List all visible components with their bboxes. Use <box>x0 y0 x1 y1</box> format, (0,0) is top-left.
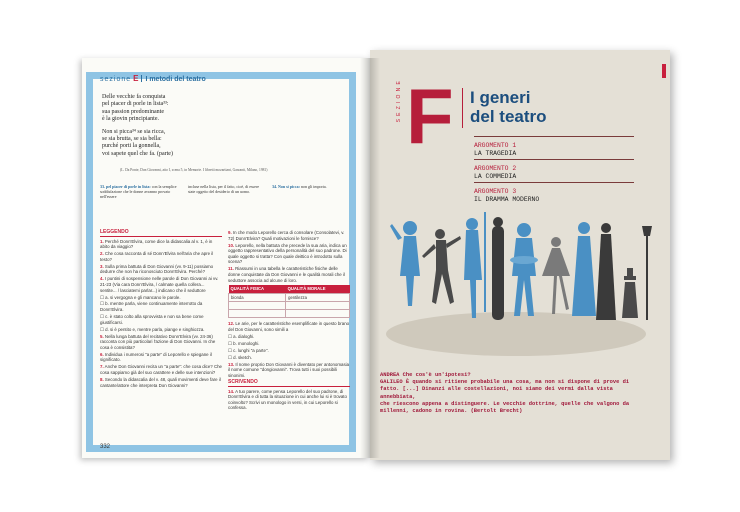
exercise-option[interactable]: ☐ c. è stato colto alla sprovvista e non sa bene come giustificarsi. <box>100 314 204 325</box>
exercise-item: 2. Che cosa racconta di sé Donn'Elvira nell'aria che apre il testo? <box>100 251 214 262</box>
figure-dancer <box>422 229 461 304</box>
header-title: I metodi del teatro <box>145 76 206 83</box>
table-cell[interactable] <box>229 302 286 310</box>
section-heading-scrivendo: SCRIVENDO <box>228 380 350 387</box>
table-cell[interactable]: gentilezza <box>286 293 350 302</box>
argomento-title: IL DRAMMA MODERNO <box>474 196 540 203</box>
exercise-item: 6. Individua i numerosi "a parte" di Leporello e spiegane il significato. <box>100 351 212 363</box>
exercise-item: 5. Nella lunga battuta del recitativo Donn'Elvira (vv. 24-36) racconta con più particolari l'azione di Don Giovanni. In che cosa è consistita? <box>100 333 216 350</box>
exercise-item: 7. Anche Don Giovanni recita un "a parte": che cosa dice? Che cosa sappiamo già del suo carattere e delle sue intenzioni? <box>100 364 222 375</box>
header-section-label: sezione <box>100 76 132 83</box>
argomento-3[interactable] <box>474 182 634 205</box>
exercise-option[interactable]: ☐ a. dialoghi. <box>228 333 255 339</box>
poem-line: purché porti la gonnella, <box>102 143 161 150</box>
street-lamp-icon <box>642 226 652 320</box>
argomento-label: ARGOMENTO 3 <box>474 188 517 195</box>
footnotes <box>100 184 352 216</box>
argomenti-list <box>474 136 634 205</box>
exercise-item: 11. Riassumi in una tabella le caratteristiche fisiche delle donne conquistate da Don Giovanni e le qualità morali che il seduttore associa ad alcune di loro. <box>228 266 345 283</box>
figure-long-dress <box>596 223 616 320</box>
poem-source: (L. Da Ponte, Don Giovanni, atto I, scena 5, in Memorie. I libretti mozartiani, Garzanti, Milano, 1981) <box>120 168 268 172</box>
qualities-table <box>228 285 350 318</box>
section-letter-large: F <box>406 72 454 160</box>
figure-tall-dark <box>492 217 504 320</box>
exercise-item: 10. Leporello, nella battuta che precede la sua aria, indica un oggetto rappresentativo della personalità del suo padrone. Di quale oggetto si tratta? Con quale deittico è introdotto sulla scena? <box>228 242 347 265</box>
table-cell[interactable] <box>286 302 350 310</box>
figure-ballerina <box>542 237 570 314</box>
footnote-text: incluse nella lista, per il fatto, cioè, di essere state oggetto del desiderio di un uomo. <box>188 184 259 194</box>
footnote-ref: 33. pel piacer di porle in lista: <box>100 184 151 189</box>
figure-woman-dress <box>572 222 596 316</box>
figure-warrior <box>464 212 486 318</box>
table-row <box>229 293 350 302</box>
section-heading-leggendo: LEGGENDO <box>100 230 222 237</box>
exercise-option[interactable]: ☐ d. si è pentito e, mentre parla, piange e singhiozza. <box>100 326 205 332</box>
figure-hat-man <box>622 268 638 318</box>
argomento-title: LA TRAGEDIA <box>474 150 517 157</box>
table-cell[interactable] <box>229 310 286 318</box>
exercise-option[interactable]: ☐ c. lunghi "a parte". <box>228 347 269 353</box>
poem-line: sua passion predominante <box>102 108 164 115</box>
footnote-ref: 34. Non si picca: <box>272 184 300 189</box>
argomento-2[interactable] <box>474 159 634 182</box>
bookmark-ribbon <box>662 64 666 78</box>
argomento-1[interactable] <box>474 136 634 159</box>
left-header <box>100 74 206 83</box>
section-label-vertical: SEZIONE <box>396 78 402 123</box>
exercise-option[interactable]: ☐ d. sketch. <box>228 354 252 360</box>
poem-line: voi sapete quel che fa. (parte) <box>102 150 173 157</box>
table-header: QUALITÀ MORALE <box>286 285 350 293</box>
argomento-title: LA COMMEDIA <box>474 173 517 180</box>
title-divider <box>462 88 463 128</box>
table-cell[interactable] <box>286 310 350 318</box>
theatre-figures-illustration <box>376 206 658 366</box>
section-title <box>470 88 547 126</box>
exercise-item: 8. Secondo la didascalia del v. 48, quali movimenti deve fare il cantante/attore che interpreta Don Giovanni? <box>100 376 221 388</box>
exercise-column-1 <box>100 230 222 390</box>
footnote-33 <box>100 184 180 199</box>
page-number: 332 <box>100 444 111 450</box>
footnote-33-cont <box>188 184 266 194</box>
footnote-text: non gli importa. <box>301 184 327 189</box>
table-header: QUALITÀ FISICA <box>229 285 286 293</box>
poem-line: pel piacer di porle in lista³³: <box>102 101 169 108</box>
exercise-item: 12. Le arie, per le caratteristiche esemplificate in questo brano del Don Giovanni, sono simili a <box>228 321 350 332</box>
exercise-item: 9. In che modo Leporello cerca di consolare (Consolatevi, v. 72) Donn'Elvira? Quali motivazioni le fornisce? <box>228 230 345 241</box>
exercise-item: 13. Il nome proprio Don Giovanni è diventato per antonomasia il nome comune "dongiovanni". Trova tutti i suoi possibili sinonimi. <box>228 361 350 379</box>
exercise-column-2 <box>228 230 350 412</box>
poem-line: Delle vecchie fa conquista <box>102 94 166 100</box>
poem-line: è la giovin principiante. <box>102 116 159 123</box>
quote-line: GALILEO È quando si ritiene probabile una cosa, ma non si dispone di prove di <box>380 379 630 386</box>
table-cell[interactable]: bionda <box>229 293 286 302</box>
table-row <box>229 302 350 310</box>
argomento-label: ARGOMENTO 2 <box>474 165 517 172</box>
quote-line: ANDREA Che cos'è un'ipotesi? <box>380 372 471 378</box>
exercise-option[interactable]: ☐ b. monologhi. <box>228 340 260 346</box>
argomento-label: ARGOMENTO 1 <box>474 142 517 149</box>
poem-line: se sia brutta, se sia bella: <box>102 136 162 143</box>
quote-box <box>380 372 644 415</box>
section-title-line: del teatro <box>470 107 547 126</box>
exercise-item: 1. Perché Donn'Elvira, come dice la didascalia al v. 1, è in abito da viaggio? <box>100 238 213 250</box>
exercise-item: 4. I puntini di sospensione nelle parole di Don Giovanni ai vv. 21-23 (Via cara Donn'Elvira, / calmate quella collera... sentite... / lasciatemi parlar...) indicano che il seduttore <box>100 276 219 293</box>
quote-line: fatto. [...] Dinanzi alle costellazioni, noi siamo dei vermi dalla vista annebbiata, <box>380 386 613 400</box>
header-section-letter: E <box>133 74 139 83</box>
figure-left-mask <box>390 221 420 306</box>
exercise-item: 14. A tuo parere, come pensa Leporello del suo padrone, di Donn'Elvira e di tutta la situazione in cui anche lui si è trovato coinvolto? Scrivi un monologo in versi, in cui Leporello si confessa. <box>228 388 347 411</box>
section-title-line: I generi <box>470 88 531 107</box>
exercise-option[interactable]: ☐ a. si vergogna e gli mancano le parole. <box>100 294 181 300</box>
poem-line: Non si picca³⁴ se sia ricca, <box>102 128 166 135</box>
figure-center-performer <box>510 223 538 316</box>
footnote-34 <box>272 184 352 189</box>
exercise-item: 3. Sulla prima battuta di Don Giovanni (vv. 9-11) possiamo dedurre che non ha riconosciuto Donn'Elvira. Perché? <box>100 263 214 275</box>
quote-line: millenni, cadono in rovina. (Bertolt Brecht) <box>380 408 523 415</box>
table-row <box>229 310 350 318</box>
exercise-option[interactable]: ☐ b. mentre parla, viene continuamente interrotto da Donn'Elvira. <box>100 301 203 313</box>
footnote-text: con la semplice soddisfazione che le donne avranno provato nell'essere <box>100 184 177 199</box>
poem <box>102 94 272 158</box>
quote-line: che riescono appena a distinguere. Le vecchie dottrine, quelle che valgono da <box>380 400 630 407</box>
header-separator <box>141 75 142 82</box>
